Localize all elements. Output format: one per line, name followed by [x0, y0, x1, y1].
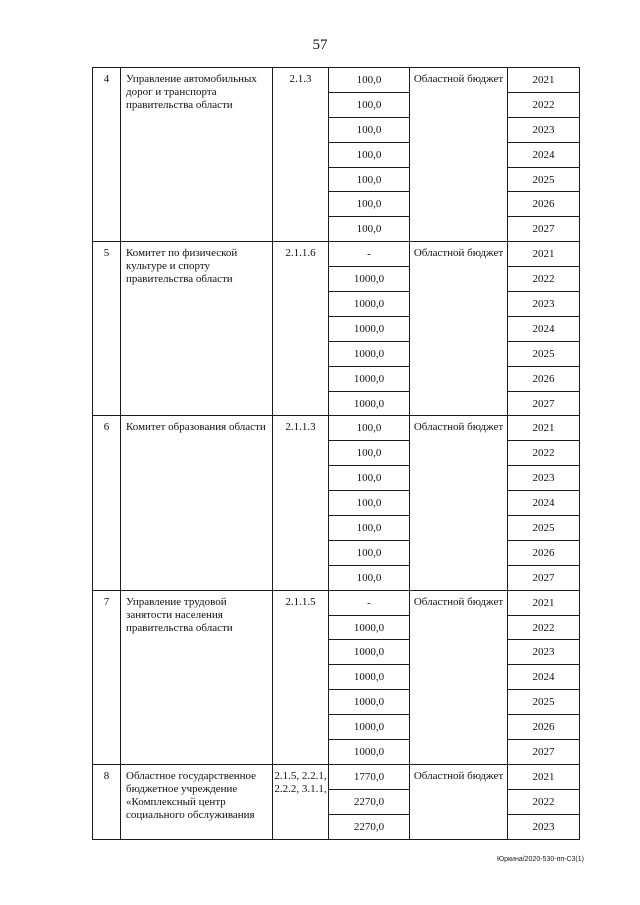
amount-cell: 100,0 — [329, 540, 410, 565]
organization-name: Комитет по физической культуре и спорту правительства области — [121, 242, 273, 416]
amount-cell: 1000,0 — [329, 640, 410, 665]
amount-cell: 100,0 — [329, 68, 410, 93]
table-row — [93, 242, 580, 267]
year-cell: 2025 — [508, 690, 580, 715]
funding-table — [92, 67, 580, 840]
amount-cell: 100,0 — [329, 416, 410, 441]
year-cell: 2023 — [508, 117, 580, 142]
organization-name: Управление автомобильных дорог и транспорта правительства области — [121, 68, 273, 242]
program-code: 2.1.5, 2.2.1, 2.2.2, 3.1.1, — [273, 764, 329, 839]
year-cell: 2021 — [508, 68, 580, 93]
row-number: 4 — [93, 68, 121, 242]
amount-cell: 1000,0 — [329, 292, 410, 317]
year-cell: 2022 — [508, 92, 580, 117]
program-code: 2.1.3 — [273, 68, 329, 242]
year-cell: 2022 — [508, 267, 580, 292]
year-cell: 2023 — [508, 292, 580, 317]
year-cell: 2027 — [508, 740, 580, 765]
amount-cell: 1000,0 — [329, 267, 410, 292]
year-cell: 2025 — [508, 167, 580, 192]
amount-cell: - — [329, 590, 410, 615]
amount-cell: - — [329, 242, 410, 267]
year-cell: 2025 — [508, 341, 580, 366]
year-cell: 2021 — [508, 416, 580, 441]
amount-cell: 1000,0 — [329, 366, 410, 391]
amount-cell: 1000,0 — [329, 740, 410, 765]
funding-source: Областной бюджет — [410, 416, 508, 590]
year-cell: 2021 — [508, 764, 580, 789]
year-cell: 2026 — [508, 540, 580, 565]
year-cell: 2024 — [508, 142, 580, 167]
year-cell: 2026 — [508, 366, 580, 391]
year-cell: 2023 — [508, 466, 580, 491]
table-row — [93, 764, 580, 789]
year-cell: 2027 — [508, 391, 580, 416]
funding-source: Областной бюджет — [410, 590, 508, 764]
funding-source: Областной бюджет — [410, 242, 508, 416]
table-row — [93, 68, 580, 93]
row-number: 7 — [93, 590, 121, 764]
year-cell: 2023 — [508, 640, 580, 665]
program-code: 2.1.1.3 — [273, 416, 329, 590]
amount-cell: 100,0 — [329, 167, 410, 192]
amount-cell: 100,0 — [329, 491, 410, 516]
year-cell: 2024 — [508, 491, 580, 516]
year-cell: 2021 — [508, 242, 580, 267]
amount-cell: 2270,0 — [329, 814, 410, 839]
program-code: 2.1.1.5 — [273, 590, 329, 764]
row-number: 8 — [93, 764, 121, 839]
year-cell: 2022 — [508, 615, 580, 640]
amount-cell: 1000,0 — [329, 391, 410, 416]
amount-cell: 2270,0 — [329, 789, 410, 814]
year-cell: 2022 — [508, 789, 580, 814]
amount-cell: 100,0 — [329, 441, 410, 466]
amount-cell: 100,0 — [329, 92, 410, 117]
organization-name: Комитет образования области — [121, 416, 273, 590]
amount-cell: 100,0 — [329, 192, 410, 217]
amount-cell: 1000,0 — [329, 316, 410, 341]
funding-source: Областной бюджет — [410, 764, 508, 839]
amount-cell: 100,0 — [329, 516, 410, 541]
year-cell: 2026 — [508, 192, 580, 217]
document-code: Юркина/2020-530-пп-С3(1) — [497, 856, 584, 863]
year-cell: 2024 — [508, 316, 580, 341]
year-cell: 2024 — [508, 665, 580, 690]
amount-cell: 1000,0 — [329, 615, 410, 640]
amount-cell: 1770,0 — [329, 764, 410, 789]
year-cell: 2025 — [508, 516, 580, 541]
table-row — [93, 590, 580, 615]
amount-cell: 1000,0 — [329, 341, 410, 366]
year-cell: 2027 — [508, 565, 580, 590]
row-number: 6 — [93, 416, 121, 590]
year-cell: 2023 — [508, 814, 580, 839]
amount-cell: 1000,0 — [329, 690, 410, 715]
year-cell: 2026 — [508, 715, 580, 740]
program-code: 2.1.1.6 — [273, 242, 329, 416]
amount-cell: 1000,0 — [329, 715, 410, 740]
row-number: 5 — [93, 242, 121, 416]
amount-cell: 100,0 — [329, 117, 410, 142]
amount-cell: 100,0 — [329, 565, 410, 590]
year-cell: 2021 — [508, 590, 580, 615]
table-row — [93, 416, 580, 441]
amount-cell: 100,0 — [329, 466, 410, 491]
page-number: 57 — [312, 37, 328, 53]
amount-cell: 1000,0 — [329, 665, 410, 690]
amount-cell: 100,0 — [329, 142, 410, 167]
year-cell: 2027 — [508, 217, 580, 242]
organization-name: Управление трудовой занятости населения правительства области — [121, 590, 273, 764]
amount-cell: 100,0 — [329, 217, 410, 242]
organization-name: Областное государственное бюджетное учреждение «Комплексный центр социального обслуживания — [121, 764, 273, 839]
year-cell: 2022 — [508, 441, 580, 466]
funding-source: Областной бюджет — [410, 68, 508, 242]
